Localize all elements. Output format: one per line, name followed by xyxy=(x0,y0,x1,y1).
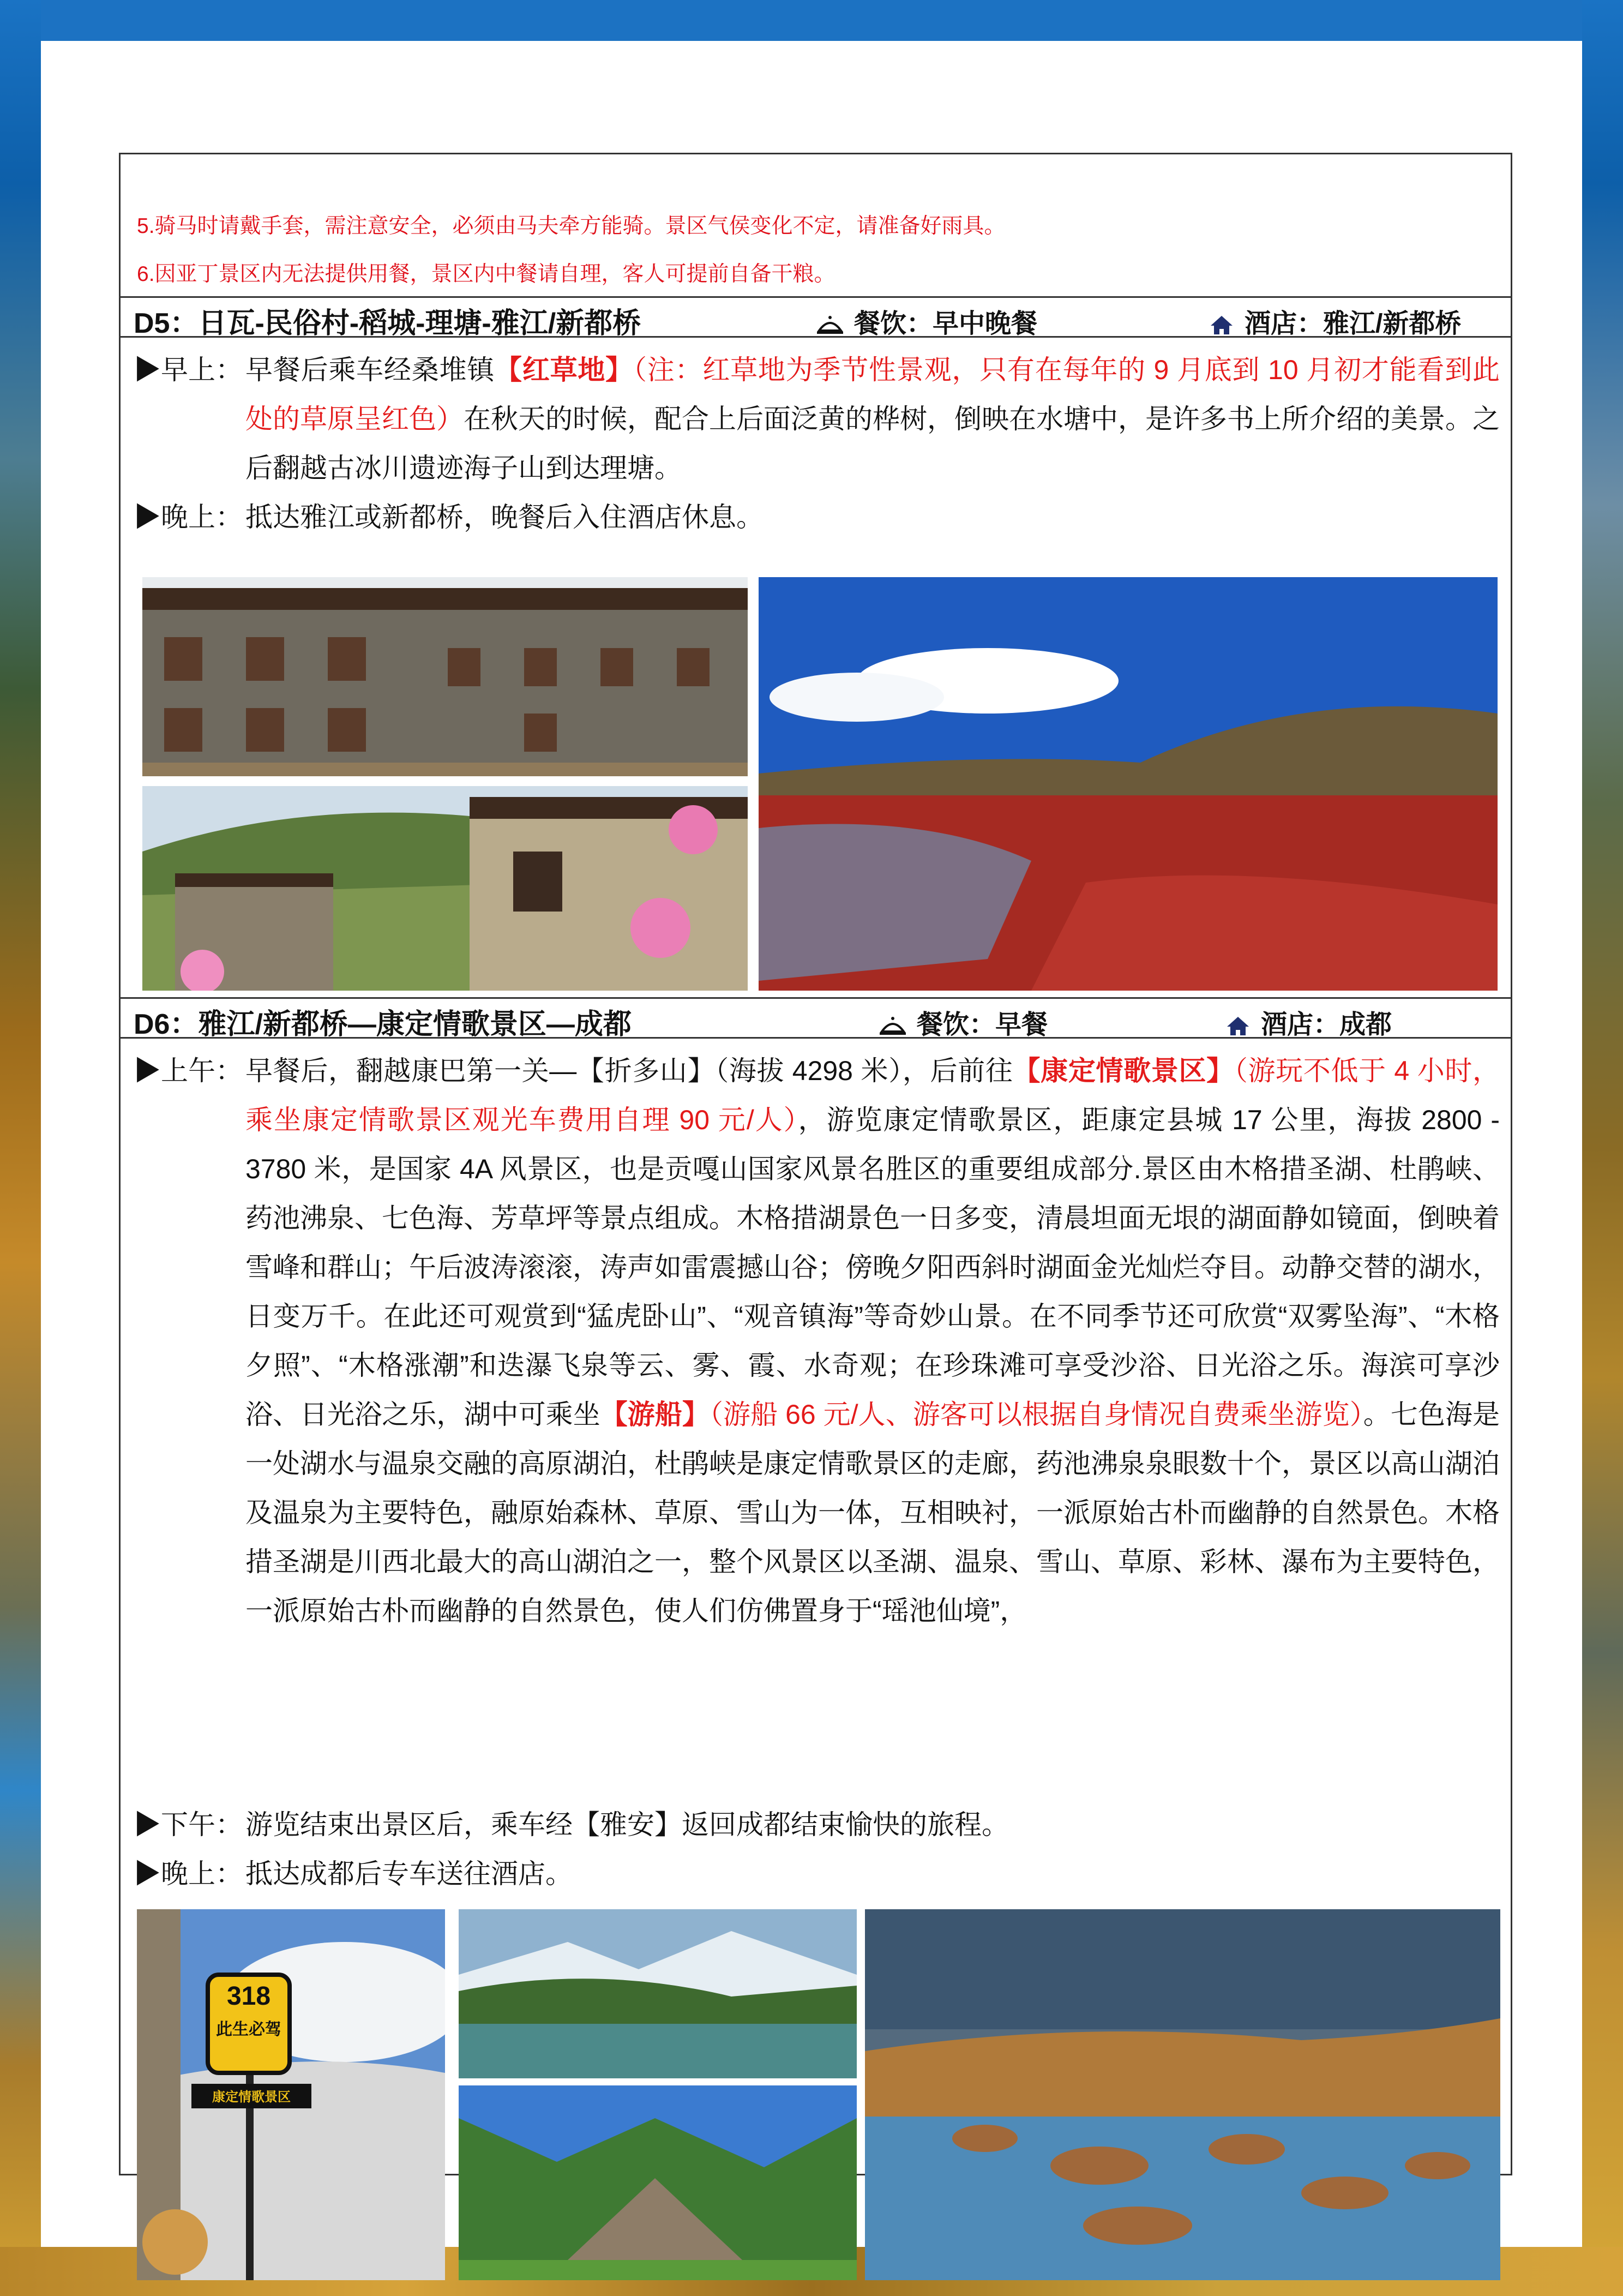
day5-season-note: （注：红草地为季节性景观，只有在每年的 9 月底到 10 月初才能看到此处的草原呈红色） xyxy=(245,355,1500,434)
day6-kangding-note: （游玩不低于 4 小时，乘坐康定情歌景区观光车费用自理 90 元/人） xyxy=(245,1056,1500,1135)
background-landscape-right xyxy=(1582,0,1623,2296)
meal-icon xyxy=(879,1015,907,1037)
sign-kangding-text: 康定情歌景区 xyxy=(212,2090,291,2105)
itinerary-page xyxy=(41,41,1582,2247)
folk-village-image xyxy=(142,786,748,991)
photo-folk-village xyxy=(142,786,748,991)
day5-meal-text: 餐饮：早中晚餐 xyxy=(854,309,1038,338)
day6-hotel-text: 酒店：成都 xyxy=(1261,1010,1392,1039)
photo-tibetan-house xyxy=(142,577,748,776)
day6-pm xyxy=(134,1800,1500,1849)
day6-evening-label: ▶晚上： xyxy=(134,1859,243,1889)
background-sky-top xyxy=(0,0,1623,41)
day5-hotel-text: 酒店：雅江/新都桥 xyxy=(1245,309,1462,338)
day6-evening xyxy=(134,1849,1500,1898)
day5-evening-label: ▶晚上： xyxy=(134,502,243,532)
day6-am xyxy=(134,1046,1500,1635)
day5-red-grassland: 【红草地】 xyxy=(495,355,633,385)
day6-kangding-highlight: 【康定情歌景区】 xyxy=(1013,1056,1234,1086)
hotel-icon xyxy=(1209,314,1235,337)
red-grassland-image xyxy=(759,577,1498,991)
photo-mani-stupa xyxy=(459,2085,857,2280)
mugecuo-lake-image xyxy=(865,1909,1500,2280)
day6-hotel xyxy=(1225,1003,1392,1041)
day5-meal xyxy=(816,302,1037,340)
photo-mugecuo-lake xyxy=(865,1909,1500,2280)
photo-red-grassland xyxy=(759,577,1498,991)
day5-morning-text: 早餐后乘车经桑堆镇 xyxy=(245,355,495,385)
note-horse-riding: 5.骑马时请戴手套，需注意安全，必须由马夫牵方能骑。景区气侯变化不定，请准备好雨具。 xyxy=(137,214,1006,238)
day5-header xyxy=(121,296,1511,338)
day5-morning xyxy=(134,345,1500,493)
day5-evening xyxy=(134,493,1500,542)
day6-am-text-3: 。七色海是一处湖水与温泉交融的高原湖泊，杜鹃峡是康定情歌景区的走廊，药池沸泉泉眼数十个，景区以高山湖泊及温泉为主要特色，融原始森林、草原、雪山为一体，互相映衬，一派原始古朴而幽静的自然景色。木格措圣湖是川西北最大的高山湖泊之一，整个风景区以圣湖、温泉、雪山、草原、彩林、瀑布为主要特色，一派原始古朴而幽静的自然景色，使人们仿佛置身于“瑶池仙境”， xyxy=(245,1399,1500,1626)
day5-morning-label: ▶早上： xyxy=(134,355,243,385)
photo-318-sign xyxy=(137,1909,445,2280)
sign-318-slogan: 此生必驾 xyxy=(216,2021,281,2039)
day6-boat-note: （游船 66 元/人、游客可以根据自身情况自费乘坐游览） xyxy=(709,1399,1363,1430)
day5-morning-text-2: 在秋天的时候，配合上后面泛黄的桦树，倒映在水塘中，是许多书上所介绍的美景。之后翻越古冰川遗迹海子山到达理塘。 xyxy=(245,404,1500,483)
photo-alpine-lake xyxy=(459,1909,857,2078)
day6-meal-text: 餐饮：早餐 xyxy=(917,1010,1048,1039)
day6-evening-text: 抵达成都后专车送往酒店。 xyxy=(245,1859,573,1889)
day6-boat-highlight: 【游船】 xyxy=(600,1399,710,1430)
meal-icon xyxy=(816,314,844,336)
day5-hotel xyxy=(1209,302,1461,340)
day6-am-label: ▶上午： xyxy=(134,1056,243,1086)
sign-318-number: 318 xyxy=(226,1982,271,2011)
day6-pm-text: 游览结束出景区后，乘车经【雅安】返回成都结束愉快的旅程。 xyxy=(245,1809,1009,1840)
day6-am-text-2: ，游览康定情歌景区，距康定县城 17 公里，海拔 2800 - 3780 米，是国家 4A 风景区，也是贡嘎山国家风景名胜区的重要组成部分.景区由木格措圣湖、杜鹃峡、药池沸泉、七色海、芳草坪等景点组成。木格措湖景色一日多变，清晨坦面无垠的湖面静如镜面，倒映着雪峰和群山；午后波涛滚滚，涛声如雷震撼山谷；傍晚夕阳西斜时湖面金光灿烂夺目。动静交替的湖水，日变万千。在此还可观赏到“猛虎卧山”、“观音镇海”等奇妙山景。在不同季节还可欣赏“双雾坠海”、“木格夕照”、“木格涨潮”和迭瀑飞泉等云、雾、霞、水奇观；在珍珠滩可享受沙浴、日光浴之乐。海滨可享沙浴、日光浴之乐，湖中可乘坐 xyxy=(245,1105,1500,1430)
tibetan-house-image xyxy=(142,577,748,776)
alpine-lake-image xyxy=(459,1909,857,2078)
note-meals: 6.因亚丁景区内无法提供用餐，景区内中餐请自理，客人可提前自备干粮。 xyxy=(137,262,835,286)
day6-header xyxy=(121,997,1511,1039)
hotel-icon xyxy=(1225,1015,1251,1038)
day6-title: D6：雅江/新都桥—康定情歌景区—成都 xyxy=(134,1009,632,1040)
road-318-sign-image xyxy=(137,1909,445,2280)
day5-evening-text: 抵达雅江或新都桥，晚餐后入住酒店休息。 xyxy=(245,502,764,532)
day6-meal xyxy=(879,1003,1048,1041)
day5-title: D5：日瓦-民俗村-稻城-理塘-雅江/新都桥 xyxy=(134,308,641,339)
mani-stupa-image xyxy=(459,2085,857,2280)
day6-pm-label: ▶下午： xyxy=(134,1809,243,1840)
background-landscape-left xyxy=(0,0,41,2296)
day6-am-text: 早餐后，翻越康巴第一关—【折多山】（海拔 4298 米），后前往 xyxy=(245,1056,1013,1086)
itinerary-table xyxy=(119,153,1512,2175)
